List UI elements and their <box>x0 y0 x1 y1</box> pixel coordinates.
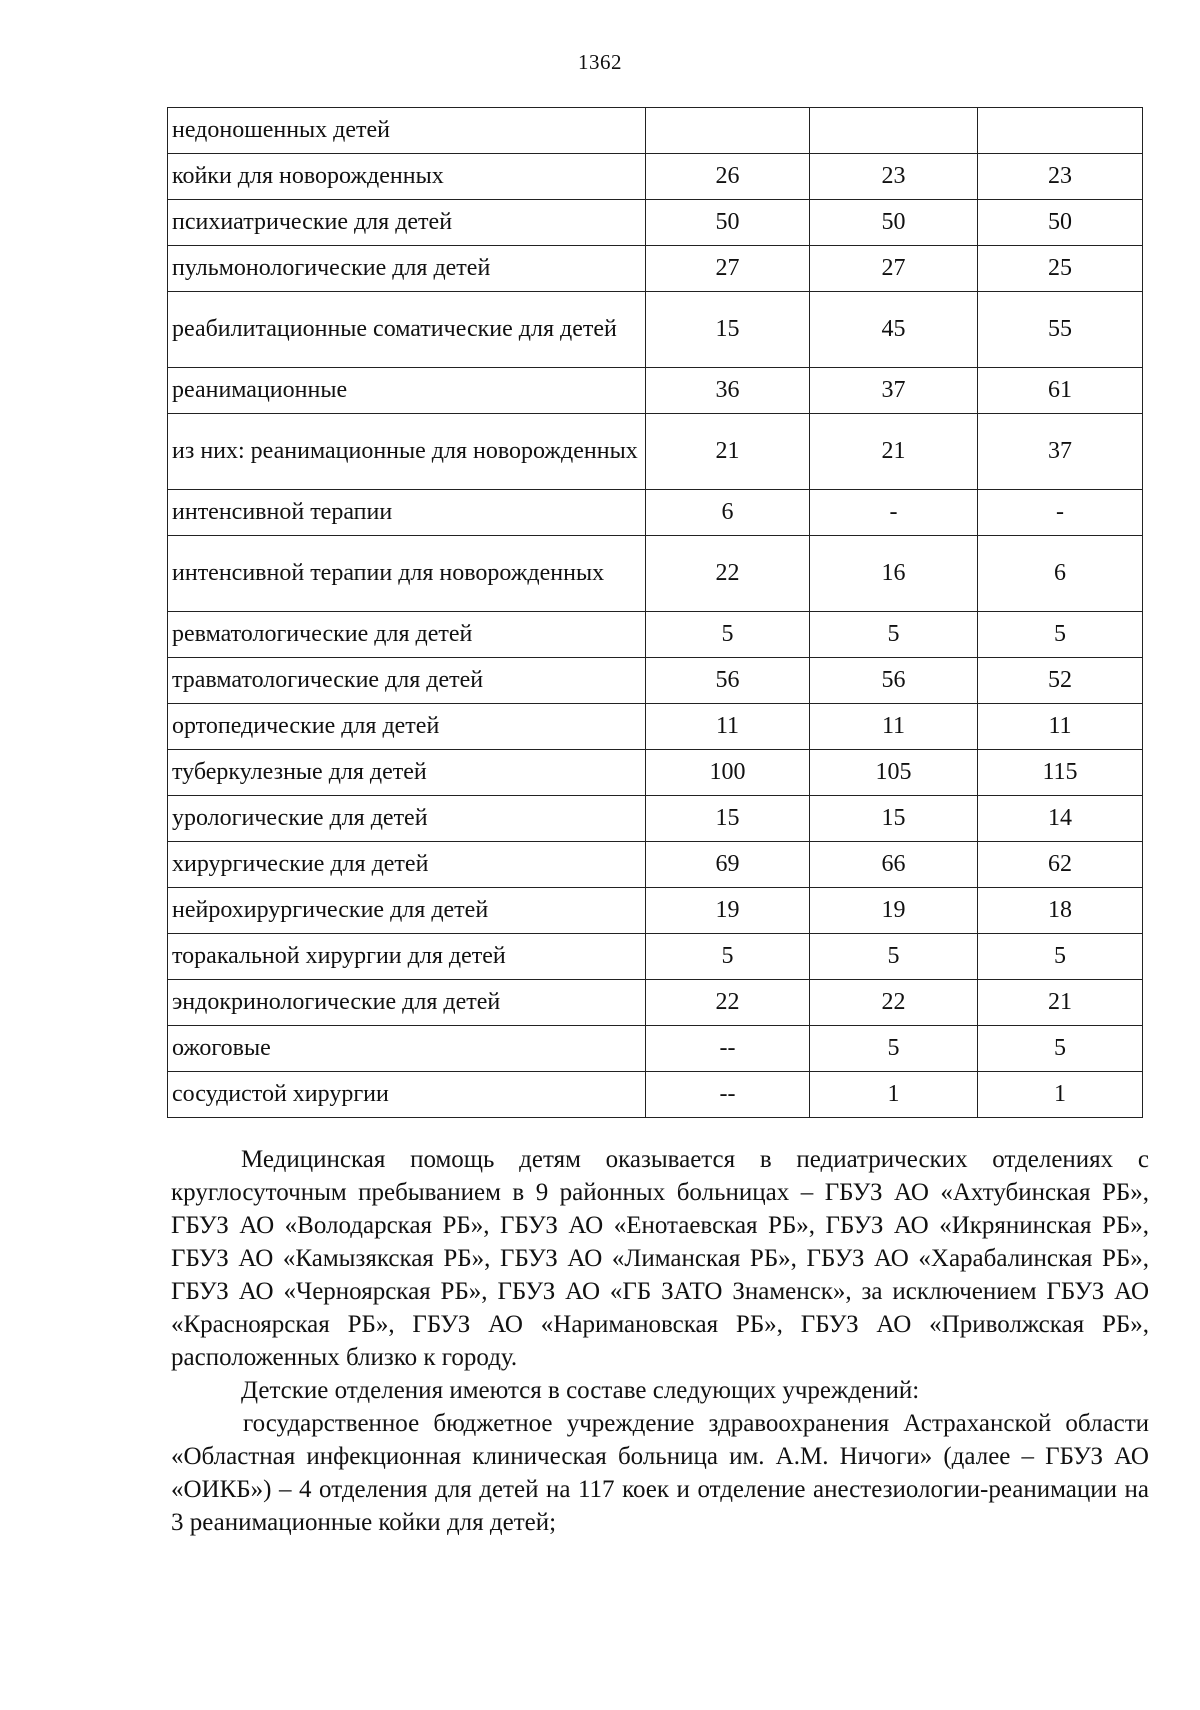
beds-table-container <box>167 107 1142 1118</box>
row-label: интенсивной терапии для новорожденных <box>168 536 646 612</box>
paragraph-infectious-hospital: государственное бюджетное учреждение здравоохранения Астраханской области «Областная инфекционная клиническая больница им. А.М. Ничоги» (далее – ГБУЗ АО «ОИКБ») – 4 отделения для детей на 117 коек и отделение анестезиологии-реанимации на 3 реанимационные койки для детей; <box>171 1410 1149 1536</box>
value-cell-1: 22 <box>646 536 810 612</box>
value-cell-2: 15 <box>810 796 978 842</box>
row-label: койки для новорожденных <box>168 154 646 200</box>
row-label: интенсивной терапии <box>168 490 646 536</box>
value-cell-3: 6 <box>978 536 1143 612</box>
value-cell-2: 23 <box>810 154 978 200</box>
row-label: ортопедические для детей <box>168 704 646 750</box>
value-cell-3: 5 <box>978 612 1143 658</box>
value-cell-2: 50 <box>810 200 978 246</box>
value-cell-3: 5 <box>978 1026 1143 1072</box>
value-cell-3: 11 <box>978 704 1143 750</box>
table-row <box>168 414 1143 490</box>
row-label: травматологические для детей <box>168 658 646 704</box>
row-label: психиатрические для детей <box>168 200 646 246</box>
value-cell-1: 15 <box>646 292 810 368</box>
value-cell-1: 36 <box>646 368 810 414</box>
value-cell-2: - <box>810 490 978 536</box>
value-cell-2: 1 <box>810 1072 978 1118</box>
value-cell-3: 61 <box>978 368 1143 414</box>
table-row <box>168 842 1143 888</box>
paragraph-pediatric-departments: Медицинская помощь детям оказывается в педиатрических отделениях с круглосуточным пребыванием в 9 районных больницах – ГБУЗ АО «Ахтубинская РБ», ГБУЗ АО «Володарская РБ», ГБУЗ АО «Енотаевская РБ», ГБУЗ АО «Икрянинская РБ», ГБУЗ АО «Камызякская РБ», ГБУЗ АО «Лиманская РБ», ГБУЗ АО «Харабалинская РБ», ГБУЗ АО «Черноярская РБ», ГБУЗ АО «ГБ ЗАТО Знаменск», за исключением ГБУЗ АО «Красноярская РБ», ГБУЗ АО «Наримановская РБ», ГБУЗ АО «Приволжская РБ», расположенных близко к городу. <box>171 1146 1149 1371</box>
beds-table <box>167 107 1143 1118</box>
table-row <box>168 368 1143 414</box>
value-cell-1: 6 <box>646 490 810 536</box>
table-row <box>168 612 1143 658</box>
value-cell-3: 23 <box>978 154 1143 200</box>
table-row <box>168 796 1143 842</box>
table-row <box>168 1026 1143 1072</box>
row-label: недоношенных детей <box>168 108 646 154</box>
value-cell-2: 16 <box>810 536 978 612</box>
value-cell-2: 105 <box>810 750 978 796</box>
paragraph-children-departments-intro: Детские отделения имеются в составе следующих учреждений: <box>241 1377 920 1404</box>
value-cell-3: 37 <box>978 414 1143 490</box>
table-row <box>168 934 1143 980</box>
row-label: реабилитационные соматические для детей <box>168 292 646 368</box>
value-cell-2 <box>810 108 978 154</box>
value-cell-3: 25 <box>978 246 1143 292</box>
table-row <box>168 246 1143 292</box>
row-label: из них: реанимационные для новорожденных <box>168 414 646 490</box>
value-cell-1: 100 <box>646 750 810 796</box>
value-cell-1: 19 <box>646 888 810 934</box>
value-cell-1: 21 <box>646 414 810 490</box>
value-cell-1: 22 <box>646 980 810 1026</box>
value-cell-1: -- <box>646 1072 810 1118</box>
value-cell-3: 18 <box>978 888 1143 934</box>
table-row <box>168 490 1143 536</box>
table-row <box>168 658 1143 704</box>
row-label: туберкулезные для детей <box>168 750 646 796</box>
row-label: реанимационные <box>168 368 646 414</box>
value-cell-1: 5 <box>646 934 810 980</box>
body-text <box>171 1143 1149 1539</box>
value-cell-3: 55 <box>978 292 1143 368</box>
value-cell-2: 45 <box>810 292 978 368</box>
table-row <box>168 888 1143 934</box>
table-row <box>168 980 1143 1026</box>
value-cell-1 <box>646 108 810 154</box>
table-row <box>168 292 1143 368</box>
value-cell-1: -- <box>646 1026 810 1072</box>
value-cell-2: 56 <box>810 658 978 704</box>
value-cell-2: 11 <box>810 704 978 750</box>
value-cell-1: 26 <box>646 154 810 200</box>
table-row <box>168 200 1143 246</box>
value-cell-1: 5 <box>646 612 810 658</box>
table-row <box>168 704 1143 750</box>
value-cell-1: 56 <box>646 658 810 704</box>
value-cell-3: 14 <box>978 796 1143 842</box>
row-label: ревматологические для детей <box>168 612 646 658</box>
value-cell-3: - <box>978 490 1143 536</box>
row-label: урологические для детей <box>168 796 646 842</box>
row-label: пульмонологические для детей <box>168 246 646 292</box>
value-cell-1: 69 <box>646 842 810 888</box>
value-cell-3: 62 <box>978 842 1143 888</box>
value-cell-3: 21 <box>978 980 1143 1026</box>
row-label: нейрохирургические для детей <box>168 888 646 934</box>
value-cell-2: 27 <box>810 246 978 292</box>
value-cell-1: 11 <box>646 704 810 750</box>
value-cell-2: 66 <box>810 842 978 888</box>
row-label: хирургические для детей <box>168 842 646 888</box>
value-cell-2: 22 <box>810 980 978 1026</box>
value-cell-1: 50 <box>646 200 810 246</box>
value-cell-3: 52 <box>978 658 1143 704</box>
table-row <box>168 1072 1143 1118</box>
value-cell-3: 115 <box>978 750 1143 796</box>
value-cell-2: 19 <box>810 888 978 934</box>
row-label: эндокринологические для детей <box>168 980 646 1026</box>
value-cell-2: 5 <box>810 1026 978 1072</box>
table-row <box>168 536 1143 612</box>
table-row <box>168 154 1143 200</box>
page-number: 1362 <box>578 50 622 74</box>
value-cell-2: 5 <box>810 612 978 658</box>
value-cell-3 <box>978 108 1143 154</box>
value-cell-2: 21 <box>810 414 978 490</box>
value-cell-3: 50 <box>978 200 1143 246</box>
table-row <box>168 750 1143 796</box>
row-label: торакальной хирургии для детей <box>168 934 646 980</box>
value-cell-1: 15 <box>646 796 810 842</box>
row-label: сосудистой хирургии <box>168 1072 646 1118</box>
table-row <box>168 108 1143 154</box>
value-cell-3: 5 <box>978 934 1143 980</box>
row-label: ожоговые <box>168 1026 646 1072</box>
value-cell-2: 5 <box>810 934 978 980</box>
value-cell-2: 37 <box>810 368 978 414</box>
value-cell-3: 1 <box>978 1072 1143 1118</box>
value-cell-1: 27 <box>646 246 810 292</box>
